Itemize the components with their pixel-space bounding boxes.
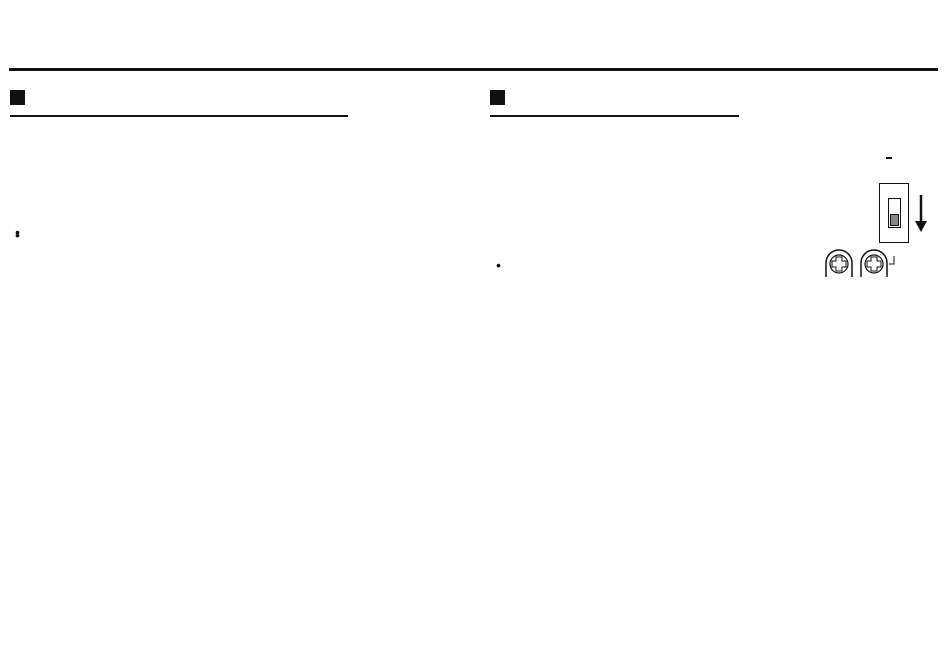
vr303-pot-icon <box>824 249 854 284</box>
wb-steps <box>490 257 790 260</box>
shutter-heading-rule <box>10 115 348 117</box>
arrow-down-icon <box>914 195 928 238</box>
shutter-heading <box>10 90 33 105</box>
vr302-pot-icon <box>859 249 889 284</box>
wb-switch-label <box>886 157 892 159</box>
wb-slider-track <box>888 198 901 228</box>
caution-list <box>9 224 449 227</box>
square-bullet-icon <box>490 90 505 105</box>
wb-heading <box>490 90 513 105</box>
title-rule <box>9 68 938 71</box>
wb-switch-body <box>879 183 909 243</box>
wb-heading-rule <box>490 115 739 117</box>
bracket-icon <box>889 253 897 271</box>
square-bullet-icon <box>10 90 25 105</box>
wb-switch-diagram <box>810 155 940 290</box>
wb-slider-knob <box>890 214 899 226</box>
